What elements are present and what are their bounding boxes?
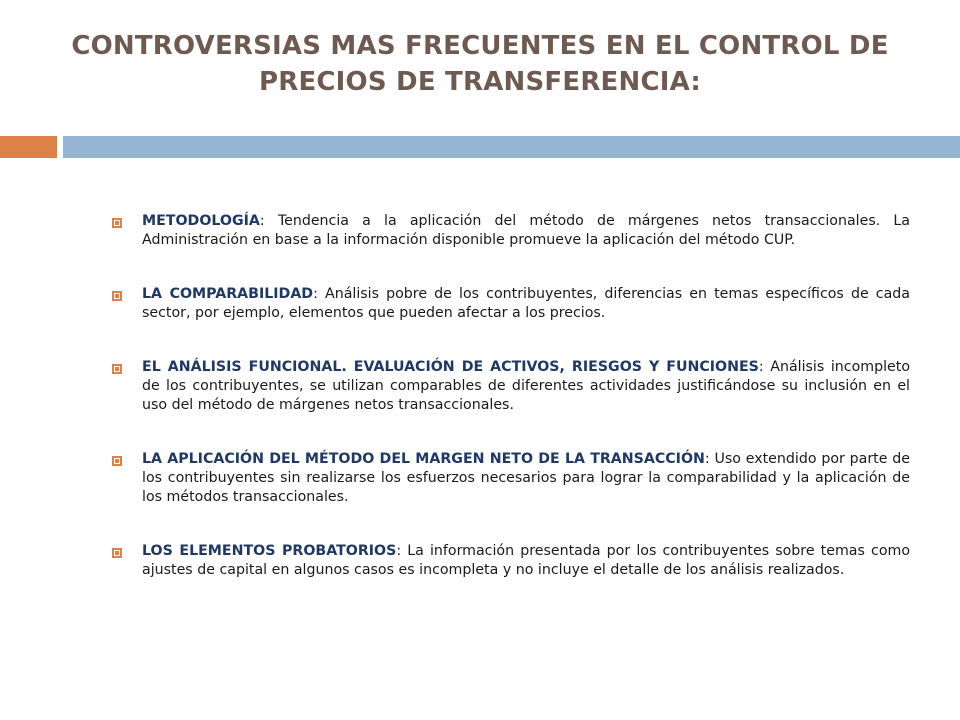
square-bullet-icon [112, 548, 122, 558]
item-text: : Análisis incompleto de los contribuyentes, se utilizan comparables de diferentes actividades justificándose su inclusión en el uso del método de márgenes netos transaccionales. [142, 359, 911, 413]
slide-title [60, 28, 900, 100]
item-heading: METODOLOGÍA [142, 213, 260, 229]
item-text: : La información presentada por los contribuyentes sobre temas como ajustes de capital en algunos casos es incompleta y no incluye el detalle de los análisis realizados. [142, 543, 910, 578]
item-heading: LA APLICACIÓN DEL MÉTODO DEL MARGEN NETO DE LA TRANSACCIÓN [142, 451, 705, 467]
square-bullet-icon [112, 291, 122, 301]
item-heading: EL ANÁLISIS FUNCIONAL. EVALUACIÓN DE ACTIVOS, RIESGOS Y FUNCIONES [142, 359, 759, 375]
square-bullet-icon [112, 364, 122, 374]
square-bullet-icon [112, 456, 122, 466]
accent-bar-blue [63, 136, 960, 158]
square-bullet-icon [112, 218, 122, 228]
accent-bar-orange [0, 136, 57, 158]
item-text: : Uso extendido por parte de los contribuyentes sin realizarse los esfuerzos necesarios para lograr la comparabilidad y la aplicación de los métodos transaccionales. [142, 451, 911, 505]
list-item [110, 212, 910, 250]
list-item [110, 542, 910, 580]
title-line-1: CONTROVERSIAS MAS FRECUENTES EN EL CONTROL DE [71, 31, 889, 61]
item-text: : Tendencia a la aplicación del método de márgenes netos transaccionales. La Administración en base a la información disponible promueve la aplicación del método CUP. [142, 213, 910, 248]
list-item [110, 450, 910, 507]
item-heading: LOS ELEMENTOS PROBATORIOS [142, 543, 397, 559]
list-item [110, 285, 910, 323]
item-text: : Análisis pobre de los contribuyentes, diferencias en temas específicos de cada sector, por ejemplo, elementos que pueden afectar a los precios. [142, 286, 910, 321]
item-heading: LA COMPARABILIDAD [142, 286, 314, 302]
title-line-2: PRECIOS DE TRANSFERENCIA: [258, 67, 702, 97]
bullet-list [110, 212, 910, 615]
list-item [110, 358, 910, 415]
